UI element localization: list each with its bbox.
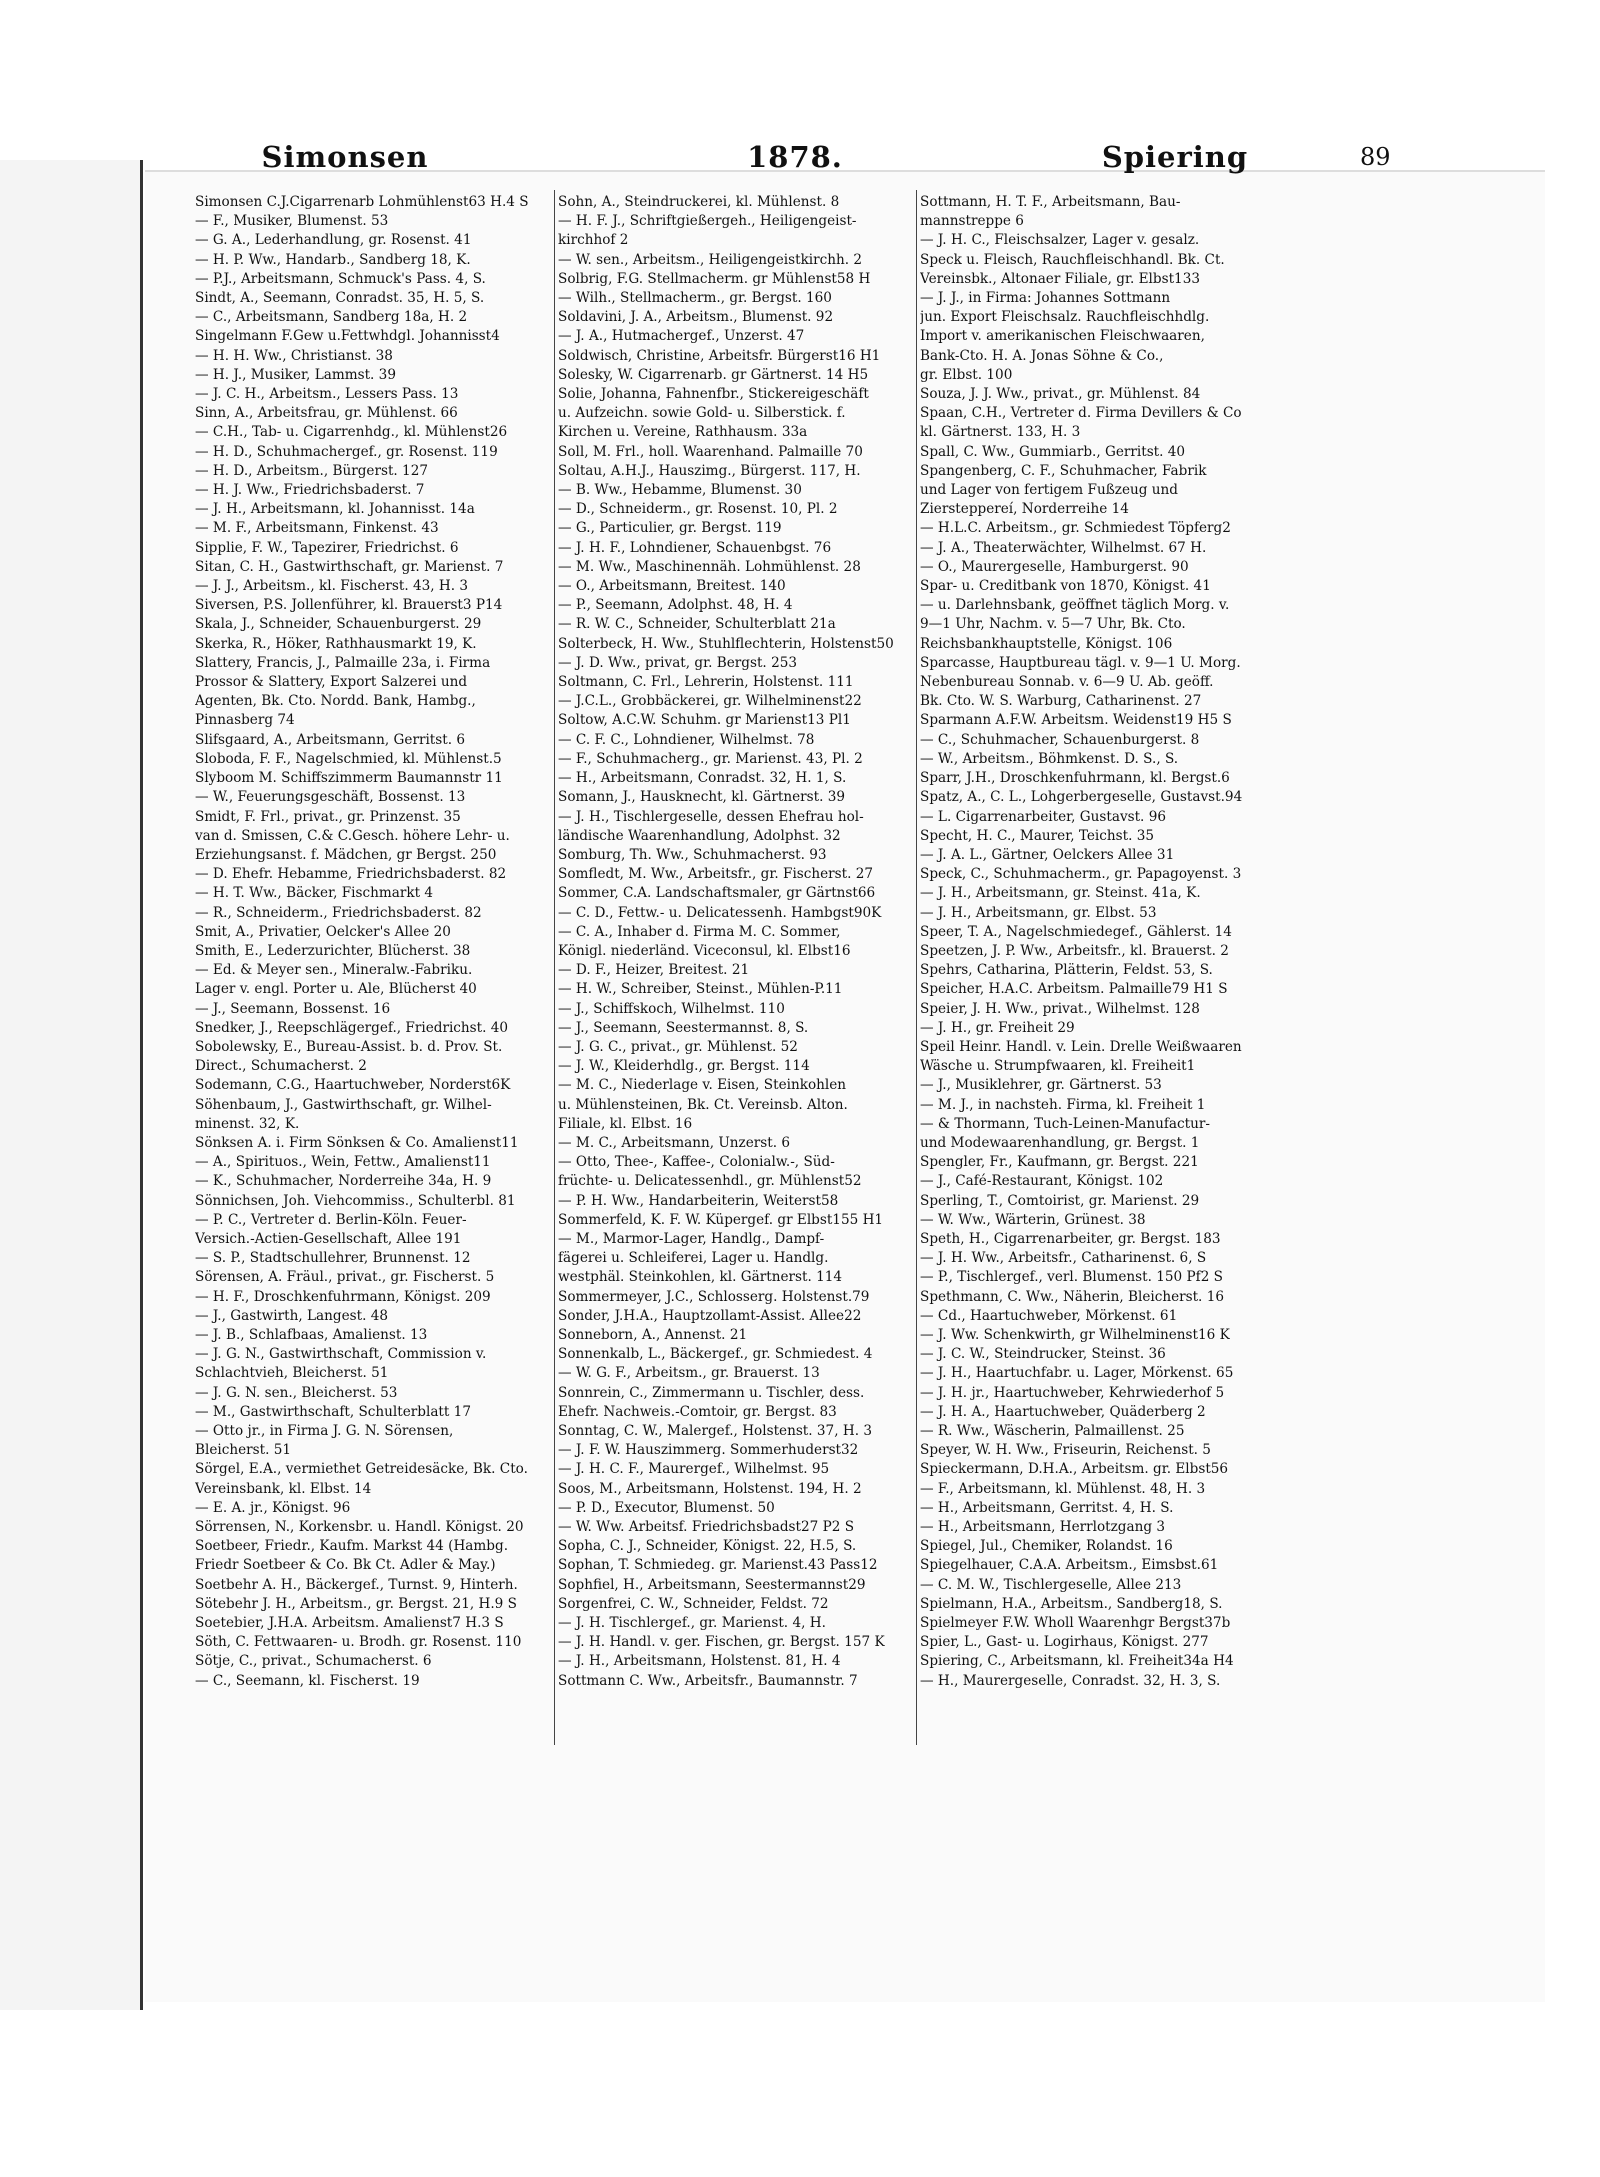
directory-entry: — G. A., Lederhandlung, gr. Rosenst. 41 <box>195 232 472 249</box>
directory-entry: Wäsche u. Strumpfwaaren, kl. Freiheit1 <box>920 1058 1196 1075</box>
directory-entry: — F., Musiker, Blumenst. 53 <box>195 213 389 230</box>
header-year: 1878. <box>747 140 843 174</box>
directory-entry: — Otto, Thee-, Kaffee-, Colonialw.-, Süd- <box>558 1154 835 1171</box>
directory-entry: — M. Ww., Maschinennäh. Lohmühlenst. 28 <box>558 558 861 575</box>
directory-entry: Spielmeyer F.W. Wholl Waarenhgr Bergst37b <box>920 1615 1231 1632</box>
directory-column-3 <box>920 193 1275 1691</box>
directory-entry: Pinnasberg 74 <box>195 712 295 729</box>
directory-entry: — J. H. C., Fleischsalzer, Lager v. gesalz. <box>920 232 1200 249</box>
directory-entry: — S. P., Stadtschullehrer, Brunnenst. 12 <box>195 1250 471 1267</box>
directory-entry: Solesky, W. Cigarrenarb. gr Gärtnerst. 14 H5 <box>558 366 869 383</box>
directory-entry: Sophfiel, H., Arbeitsmann, Seestermannst29 <box>558 1576 866 1593</box>
directory-entry: Soll, M. Frl., holl. Waarenhand. Palmaille 70 <box>558 443 863 460</box>
directory-entry: Sommer, C.A. Landschaftsmaler, gr Gärtnst66 <box>558 885 876 902</box>
directory-entry: — P. C., Vertreter d. Berlin-Köln. Feuer- <box>195 1211 467 1228</box>
directory-entry: Sonntag, C. W., Malergef., Holstenst. 37, H. 3 <box>558 1423 872 1439</box>
column-divider <box>916 190 917 1745</box>
directory-entry: Kirchen u. Vereine, Rathhausm. 33a <box>558 424 808 441</box>
directory-entry: Speicher, H.A.C. Arbeitsm. Palmaille79 H1 S <box>920 981 1228 998</box>
directory-entry: — O., Arbeitsmann, Breitest. 140 <box>558 578 786 595</box>
directory-entry: Spangenberg, C. F., Schuhmacher, Fabrik <box>920 462 1207 479</box>
directory-entry: Sipplie, F. W., Tapezirer, Friedrichst. 6 <box>195 539 459 556</box>
directory-entry: Speetzen, J. P. Ww., Arbeitsfr., kl. Brauerst. 2 <box>920 942 1229 959</box>
directory-entry: — J. A., Theaterwächter, Wilhelmst. 67 H. <box>920 539 1207 556</box>
directory-entry: Sönnichsen, Joh. Viehcommiss., Schulterbl. 81 <box>195 1192 516 1209</box>
directory-entry: Erziehungsanst. f. Mädchen, gr Bergst. 250 <box>195 846 497 863</box>
directory-entry: Sobolewsky, E., Bureau-Assist. b. d. Prov. St. <box>195 1038 503 1055</box>
directory-entry: Lager v. engl. Porter u. Ale, Blücherst 40 <box>195 981 477 998</box>
directory-entry: Speck, C., Schuhmacherm., gr. Papagoyenst. 3 <box>920 866 1242 883</box>
directory-entry: Soldavini, J. A., Arbeitsm., Blumenst. 92 <box>558 309 834 326</box>
directory-entry: Spethmann, C. Ww., Näherin, Bleicherst. 16 <box>920 1288 1224 1305</box>
directory-entry: — C., Seemann, kl. Fischerst. 19 <box>195 1672 420 1689</box>
directory-entry: Sörgel, E.A., vermiethet Getreidesäcke, Bk. Cto. <box>195 1461 528 1478</box>
directory-entry: Soltau, A.H.J., Hauszimg., Bürgerst. 117, H. <box>558 462 861 479</box>
directory-entry: Söth, C. Fettwaaren- u. Brodh. gr. Rosenst. 110 <box>195 1634 522 1651</box>
directory-entry: — J. G. N. sen., Bleicherst. 53 <box>195 1384 398 1401</box>
directory-entry: — D., Schneiderm., gr. Rosenst. 10, Pl. 2 <box>558 501 838 518</box>
directory-entry: Söhenbaum, J., Gastwirthschaft, gr. Wilhel- <box>195 1096 492 1113</box>
directory-entry: — M. C., Arbeitsmann, Unzerst. 6 <box>558 1134 790 1151</box>
directory-entry: Reichsbankhauptstelle, Königst. 106 <box>920 635 1173 652</box>
directory-entry: Soetbeer, Friedr., Kaufm. Markst 44 (Hambg. <box>195 1538 509 1555</box>
directory-entry: — F., Arbeitsmann, kl. Mühlenst. 48, H. 3 <box>920 1480 1206 1497</box>
directory-entry: — J. B., Schlafbaas, Amalienst. 13 <box>195 1326 428 1343</box>
directory-entry: Sörensen, A. Fräul., privat., gr. Fischerst. 5 <box>195 1269 495 1286</box>
directory-entry: — & Thormann, Tuch-Leinen-Manufactur- <box>920 1115 1210 1132</box>
directory-entry: — H. F., Droschkenfuhrmann, Königst. 209 <box>195 1288 491 1305</box>
directory-entry: Spier, L., Gast- u. Logirhaus, Königst. 277 <box>920 1634 1209 1651</box>
directory-entry: Speer, T. A., Nagelschmiedegef., Gählerst. 14 <box>920 923 1232 940</box>
directory-entry: Skerka, R., Höker, Rathhausmarkt 19, K. <box>195 635 477 652</box>
directory-entry: — J. C. W., Steindrucker, Steinst. 36 <box>920 1346 1166 1363</box>
directory-column-1 <box>195 193 550 1691</box>
directory-entry: — L. Cigarrenarbeiter, Gustavst. 96 <box>920 808 1167 825</box>
directory-entry: — C., Arbeitsmann, Sandberg 18a, H. 2 <box>195 309 468 326</box>
directory-entry: früchte- u. Delicatessenhdl., gr. Mühlenst52 <box>558 1173 862 1190</box>
directory-entry: — P. H. Ww., Handarbeiterin, Weiterst58 <box>558 1192 839 1209</box>
directory-entry: — u. Darlehnsbank, geöffnet täglich Morg. v. <box>920 597 1230 614</box>
directory-entry: — R. W. C., Schneider, Schulterblatt 21a <box>558 616 836 633</box>
directory-entry: Sperling, T., Comtoirist, gr. Marienst. 29 <box>920 1192 1200 1209</box>
directory-entry: fägerei u. Schleiferei, Lager u. Handlg. <box>558 1250 829 1267</box>
directory-entry: Ehefr. Nachweis.-Comtoir, gr. Bergst. 83 <box>558 1403 837 1420</box>
directory-entry: Soos, M., Arbeitsmann, Holstenst. 194, H. 2 <box>558 1480 862 1497</box>
directory-entry: Sommerfeld, K. F. W. Küpergef. gr Elbst155 H1 <box>558 1211 884 1228</box>
directory-entry: Sonnenkalb, L., Bäckergef., gr. Schmiedest. 4 <box>558 1346 873 1363</box>
directory-entry: — H. P. Ww., Handarb., Sandberg 18, K. <box>195 251 471 268</box>
directory-entry: Spiegelhauer, C.A.A. Arbeitsm., Eimsbst.61 <box>920 1557 1219 1574</box>
directory-entry: Sonneborn, A., Annenst. 21 <box>558 1326 748 1343</box>
directory-entry: — W. Ww. Arbeitsf. Friedrichsbadst27 P2 S <box>558 1519 855 1536</box>
directory-entry: und Modewaarenhandlung, gr. Bergst. 1 <box>920 1134 1200 1151</box>
directory-entry: — W., Arbeitsm., Böhmkenst. D. S., S. <box>920 750 1179 767</box>
directory-entry: — H. D., Arbeitsm., Bürgerst. 127 <box>195 462 429 479</box>
directory-entry: — W. Ww., Wärterin, Grünest. 38 <box>920 1211 1146 1228</box>
directory-entry: kl. Gärtnerst. 133, H. 3 <box>920 424 1081 441</box>
directory-entry: Sörrensen, N., Korkensbr. u. Handl. Königst. 20 <box>195 1519 524 1536</box>
directory-entry: — J. H., Arbeitsmann, gr. Steinst. 41a, K. <box>920 885 1201 902</box>
directory-entry: Somann, J., Hausknecht, kl. Gärtnerst. 39 <box>558 789 846 806</box>
directory-entry: — J. H., Arbeitsmann, Holstenst. 81, H. 4 <box>558 1653 841 1670</box>
directory-entry: Nebenbureau Sonnab. v. 6—9 U. Ab. geöff. <box>920 674 1214 691</box>
page-number: 89 <box>1360 143 1391 171</box>
directory-entry: — H. F. J., Schriftgießergeh., Heiligengeist- <box>558 213 857 230</box>
directory-entry: — D. F., Heizer, Breitest. 21 <box>558 962 750 979</box>
directory-entry: Slifsgaard, A., Arbeitsmann, Gerritst. 6 <box>195 731 465 748</box>
directory-entry: Spiegel, Jul., Chemiker, Rolandst. 16 <box>920 1538 1173 1555</box>
directory-entry: — Ed. & Meyer sen., Mineralw.-Fabriku. <box>195 962 473 979</box>
directory-entry: — J. H., Tischlergeselle, dessen Ehefrau hol- <box>558 808 864 825</box>
directory-entry: — J. C. H., Arbeitsm., Lessers Pass. 13 <box>195 386 459 403</box>
directory-entry: Sodemann, C.G., Haartuchweber, Norderst6K <box>195 1077 511 1094</box>
directory-entry: Friedr Soetbeer & Co. Bk Ct. Adler & May.) <box>195 1557 496 1574</box>
directory-entry: Spar- u. Creditbank von 1870, Königst. 41 <box>920 578 1211 595</box>
directory-entry: — J. G. C., privat., gr. Mühlenst. 52 <box>558 1038 798 1055</box>
directory-entry: Schlachtvieh, Bleicherst. 51 <box>195 1365 389 1382</box>
directory-entry: Spatz, A., C. L., Lohgerbergeselle, Gustavst.94 <box>920 789 1243 806</box>
directory-entry: Sloboda, F. F., Nagelschmied, kl. Mühlenst.5 <box>195 750 502 767</box>
directory-entry: — C.H., Tab- u. Cigarrenhdg., kl. Mühlenst26 <box>195 424 508 441</box>
directory-entry: Filiale, kl. Elbst. 16 <box>558 1115 693 1132</box>
directory-entry: Sottmann, H. T. F., Arbeitsmann, Bau- <box>920 194 1181 210</box>
directory-entry: Soetbehr A. H., Bäckergef., Turnst. 9, Hinterh. <box>195 1576 518 1593</box>
directory-entry: Spielmann, H.A., Arbeitsm., Sandberg18, S. <box>920 1595 1223 1612</box>
directory-entry: und Lager von fertigem Fußzeug und <box>920 482 1178 499</box>
directory-entry: Sötebehr J. H., Arbeitsm., gr. Bergst. 21, H.9 S <box>195 1595 517 1612</box>
directory-entry: Speyer, W. H. Ww., Friseurin, Reichenst. 5 <box>920 1442 1211 1459</box>
directory-entry: — J. H. A., Haartuchweber, Quäderberg 2 <box>920 1403 1206 1420</box>
directory-entry: — W. sen., Arbeitsm., Heiligengeistkirchh. 2 <box>558 251 863 268</box>
page-header <box>195 140 1395 186</box>
directory-entry: Ziersteppereí, Norderreihe 14 <box>920 501 1129 518</box>
directory-entry: Sopha, C. J., Schneider, Königst. 22, H.5, S. <box>558 1538 857 1555</box>
directory-entry: Direct., Schumacherst. 2 <box>195 1058 367 1075</box>
directory-entry: — D. Ehefr. Hebamme, Friedrichsbaderst. 82 <box>195 866 507 883</box>
directory-entry: — O., Maurergeselle, Hamburgerst. 90 <box>920 558 1189 575</box>
directory-entry: Agenten, Bk. Cto. Nordd. Bank, Hambg., <box>195 693 476 710</box>
directory-entry: — M., Gastwirthschaft, Schulterblatt 17 <box>195 1403 471 1420</box>
directory-entry: — J. A. L., Gärtner, Oelckers Allee 31 <box>920 846 1175 863</box>
adjacent-page-edge <box>0 160 143 2010</box>
directory-entry: Bank-Cto. H. A. Jonas Söhne & Co., <box>920 347 1164 364</box>
directory-entry: Spall, C. Ww., Gummiarb., Gerritst. 40 <box>920 443 1186 460</box>
directory-entry: — J. G. N., Gastwirthschaft, Commission v. <box>195 1346 487 1363</box>
directory-entry: — J., Gastwirth, Langest. 48 <box>195 1307 389 1324</box>
directory-entry: Prossor & Slattery, Export Salzerei und <box>195 674 468 691</box>
directory-entry: Sommermeyer, J.C., Schlosserg. Holstenst.79 <box>558 1288 870 1305</box>
directory-entry: Siversen, P.S. Jollenführer, kl. Brauerst3 P14 <box>195 597 503 614</box>
directory-entry: Vereinsbank, kl. Elbst. 14 <box>195 1480 372 1497</box>
directory-entry: — P. D., Executor, Blumenst. 50 <box>558 1499 775 1516</box>
directory-entry: Sönksen A. i. Firm Sönksen & Co. Amalienst11 <box>195 1134 519 1151</box>
directory-entry: Slattery, Francis, J., Palmaille 23a, i. Firma <box>195 654 491 671</box>
directory-entry: — B. Ww., Hebamme, Blumenst. 30 <box>558 482 802 499</box>
directory-entry: — R. Ww., Wäscherin, Palmaillenst. 25 <box>920 1423 1185 1439</box>
directory-entry: Spaan, C.H., Vertreter d. Firma Devillers & Co <box>920 405 1242 422</box>
directory-entry: — H. H. Ww., Christianst. 38 <box>195 347 393 364</box>
directory-entry: — Cd., Haartuchweber, Mörkenst. 61 <box>920 1307 1178 1324</box>
directory-entry: Souza, J. J. Ww., privat., gr. Mühlenst. 84 <box>920 386 1201 403</box>
directory-entry: — Otto jr., in Firma J. G. N. Sörensen, <box>195 1423 454 1439</box>
directory-entry: westphäl. Steinkohlen, kl. Gärtnerst. 114 <box>558 1269 843 1286</box>
directory-entry: — C. A., Inhaber d. Firma M. C. Sommer, <box>558 923 841 940</box>
directory-entry: — J. H. Handl. v. ger. Fischen, gr. Bergst. 157 K <box>558 1634 885 1651</box>
directory-entry: — J.C.L., Grobbäckerei, gr. Wilhelminenst22 <box>558 693 862 710</box>
directory-entry: — W. G. F., Arbeitsm., gr. Brauerst. 13 <box>558 1365 820 1382</box>
directory-entry: Bk. Cto. W. S. Warburg, Catharinenst. 27 <box>920 693 1202 710</box>
directory-entry: — J. J., Arbeitsm., kl. Fischerst. 43, H. 3 <box>195 578 469 595</box>
directory-entry: Soetebier, J.H.A. Arbeitsm. Amalienst7 H.3 S <box>195 1615 504 1632</box>
directory-entry: Königl. niederländ. Viceconsul, kl. Elbst16 <box>558 942 851 959</box>
directory-entry: ländische Waarenhandlung, Adolphst. 32 <box>558 827 841 844</box>
directory-column-2 <box>558 193 913 1691</box>
directory-entry: — J. A., Hutmachergef., Unzerst. 47 <box>558 328 805 345</box>
directory-entry: — W., Feuerungsgeschäft, Bossenst. 13 <box>195 789 466 806</box>
directory-entry: Spehrs, Catharina, Plätterin, Feldst. 53, S. <box>920 962 1213 979</box>
directory-entry: — M. F., Arbeitsmann, Finkenst. 43 <box>195 520 439 537</box>
directory-entry: — E. A. jr., Königst. 96 <box>195 1499 351 1516</box>
directory-entry: — J., Musiklehrer, gr. Gärtnerst. 53 <box>920 1077 1162 1094</box>
directory-entry: — P., Seemann, Adolphst. 48, H. 4 <box>558 597 793 614</box>
directory-entry: — J. H., Arbeitsmann, kl. Johannisst. 14a <box>195 501 475 518</box>
directory-entry: Somfledt, M. Ww., Arbeitsfr., gr. Fischerst. 27 <box>558 866 874 883</box>
directory-entry: jun. Export Fleischsalz. Rauchfleischhdlg. <box>920 309 1210 326</box>
directory-entry: Sparr, J.H., Droschkenfuhrmann, kl. Bergst.6 <box>920 770 1230 787</box>
directory-entry: Soltmann, C. Frl., Lehrerin, Holstenst. 111 <box>558 674 854 691</box>
directory-entry: Smit, A., Privatier, Oelcker's Allee 20 <box>195 923 451 940</box>
directory-entry: — A., Spirituos., Wein, Fettw., Amalienst11 <box>195 1154 491 1171</box>
directory-entry: — H. T. Ww., Bäcker, Fischmarkt 4 <box>195 885 434 902</box>
header-right-keyword: Spiering <box>1101 140 1249 174</box>
directory-entry: — J. F. W. Hauszimmerg. Sommerhuderst32 <box>558 1442 859 1459</box>
directory-entry: Import v. amerikanischen Fleischwaaren, <box>920 328 1205 345</box>
directory-entry: Soldwisch, Christine, Arbeitsfr. Bürgerst16 H1 <box>558 347 881 364</box>
directory-entry: Spieckermann, D.H.A., Arbeitsm. gr. Elbst56 <box>920 1461 1229 1478</box>
directory-entry: Sottmann C. Ww., Arbeitsfr., Baumannstr. 7 <box>558 1672 858 1689</box>
directory-entry: Sorgenfrei, C. W., Schneider, Feldst. 72 <box>558 1595 829 1612</box>
directory-entry: — J. D. Ww., privat, gr. Bergst. 253 <box>558 654 798 671</box>
directory-entry: Solie, Johanna, Fahnenfbr., Stickereigeschäft <box>558 386 869 403</box>
directory-entry: Sonnrein, C., Zimmermann u. Tischler, dess. <box>558 1384 865 1401</box>
directory-entry: — H., Arbeitsmann, Gerritst. 4, H. S. <box>920 1499 1174 1516</box>
directory-entry: van d. Smissen, C.& C.Gesch. höhere Lehr- u. <box>195 827 510 844</box>
directory-entry: gr. Elbst. 100 <box>920 366 1013 383</box>
directory-entry: Slyboom M. Schiffszimmerm Baumannstr 11 <box>195 770 503 787</box>
directory-entry: Vereinsbk., Altonaer Filiale, gr. Elbst133 <box>920 270 1200 287</box>
directory-entry: — J. H. F., Lohndiener, Schauenbgst. 76 <box>558 539 832 556</box>
directory-entry: Soltow, A.C.W. Schuhm. gr Marienst13 Pl1 <box>558 712 851 729</box>
directory-entry: Sinn, A., Arbeitsfrau, gr. Mühlenst. 66 <box>195 405 458 422</box>
directory-entry: — K., Schuhmacher, Norderreihe 34a, H. 9 <box>195 1173 492 1190</box>
directory-entry: — G., Particulier, gr. Bergst. 119 <box>558 520 782 537</box>
directory-entry: Speck u. Fleisch, Rauchfleischhandl. Bk. Ct. <box>920 251 1225 268</box>
directory-entry: — H., Arbeitsmann, Herrlotzgang 3 <box>920 1519 1166 1536</box>
directory-entry: Snedker, J., Reepschlägergef., Friedrichst. 40 <box>195 1019 509 1036</box>
directory-entry: Smith, E., Lederzurichter, Blücherst. 38 <box>195 942 471 959</box>
directory-entry: Sparcasse, Hauptbureau tägl. v. 9—1 U. Morg. <box>920 654 1241 671</box>
directory-entry: Singelmann F.Gew u.Fettwhdgl. Johannisst4 <box>195 328 500 345</box>
directory-entry: — J. H. C. F., Maurergef., Wilhelmst. 95 <box>558 1461 830 1478</box>
directory-entry: Speth, H., Cigarrenarbeiter, gr. Bergst. 183 <box>920 1230 1221 1247</box>
column-divider <box>554 190 555 1745</box>
directory-entry: — H. J., Musiker, Lammst. 39 <box>195 366 396 383</box>
directory-entry: — H. J. Ww., Friedrichsbaderst. 7 <box>195 482 425 499</box>
directory-entry: mannstreppe 6 <box>920 213 1024 230</box>
directory-entry: — Wilh., Stellmacherm., gr. Bergst. 160 <box>558 290 832 307</box>
directory-entry: — R., Schneiderm., Friedrichsbaderst. 82 <box>195 904 482 921</box>
directory-entry: — F., Schuhmacherg., gr. Marienst. 43, Pl. 2 <box>558 750 863 767</box>
directory-entry: — J. H., gr. Freiheit 29 <box>920 1019 1075 1036</box>
directory-entry: Solterbeck, H. Ww., Stuhlflechterin, Holstenst50 <box>558 635 894 652</box>
directory-entry: Sohn, A., Steindruckerei, kl. Mühlenst. 8 <box>558 194 840 210</box>
directory-entry: kirchhof 2 <box>558 232 629 249</box>
directory-entry: Spengler, Fr., Kaufmann, gr. Bergst. 221 <box>920 1154 1199 1171</box>
directory-entry: — J. J., in Firma: Johannes Sottmann <box>920 290 1171 307</box>
directory-entry: Smidt, F. Frl., privat., gr. Prinzenst. 35 <box>195 808 461 825</box>
directory-entry: — J. Ww. Schenkwirth, gr Wilhelminenst16 K <box>920 1326 1230 1343</box>
directory-entry: — J. H. Ww., Arbeitsfr., Catharinenst. 6, S <box>920 1250 1207 1267</box>
directory-entry: — C., Schuhmacher, Schauenburgerst. 8 <box>920 731 1200 748</box>
directory-entry: Sparmann A.F.W. Arbeitsm. Weidenst19 H5 S <box>920 712 1232 729</box>
directory-entry: Sindt, A., Seemann, Conradst. 35, H. 5, S. <box>195 290 485 307</box>
directory-entry: minenst. 32, K. <box>195 1115 300 1132</box>
directory-entry: Versich.-Actien-Gesellschaft, Allee 191 <box>195 1230 462 1247</box>
directory-entry: — J. H., Haartuchfabr. u. Lager, Mörkenst. 65 <box>920 1365 1234 1382</box>
directory-entry: — J., Seemann, Bossenst. 16 <box>195 1000 391 1017</box>
directory-entry: Speier, J. H. Ww., privat., Wilhelmst. 128 <box>920 1000 1200 1017</box>
directory-entry: Specht, H. C., Maurer, Teichst. 35 <box>920 827 1155 844</box>
directory-entry: Simonsen C.J.Cigarrenarb Lohmühlenst63 H.4 S <box>195 194 529 210</box>
directory-entry: — H.L.C. Arbeitsm., gr. Schmiedest Töpferg2 <box>920 520 1231 537</box>
directory-entry: u. Mühlensteinen, Bk. Ct. Vereinsb. Alton. <box>558 1096 848 1113</box>
directory-entry: Sonder, J.H.A., Hauptzollamt-Assist. Allee22 <box>558 1307 862 1324</box>
directory-entry: — J., Seemann, Seestermannst. 8, S. <box>558 1019 809 1036</box>
directory-entry: — J. H., Arbeitsmann, gr. Elbst. 53 <box>920 904 1157 921</box>
directory-entry: 9—1 Uhr, Nachm. v. 5—7 Uhr, Bk. Cto. <box>920 616 1186 633</box>
directory-entry: Sitan, C. H., Gastwirthschaft, gr. Marienst. 7 <box>195 558 504 575</box>
directory-entry: — H., Arbeitsmann, Conradst. 32, H. 1, S. <box>558 770 847 787</box>
directory-entry: — H. D., Schuhmachergef., gr. Rosenst. 119 <box>195 443 498 460</box>
header-left-keyword: Simonsen <box>261 140 429 174</box>
directory-entry: — J. H. Tischlergef., gr. Marienst. 4, H. <box>558 1615 826 1632</box>
directory-entry: — H., Maurergeselle, Conradst. 32, H. 3, S. <box>920 1672 1221 1689</box>
directory-entry: — M. J., in nachsteh. Firma, kl. Freiheit 1 <box>920 1096 1206 1113</box>
directory-entry: — J., Schiffskoch, Wilhelmst. 110 <box>558 1000 785 1017</box>
directory-entry: — H. W., Schreiber, Steinst., Mühlen-P.11 <box>558 981 843 998</box>
directory-entry: Solbrig, F.G. Stellmacherm. gr Mühlenst58 H <box>558 270 871 287</box>
directory-entry: — C. D., Fettw.- u. Delicatessenh. Hambgst90K <box>558 904 882 921</box>
directory-entry: Skala, J., Schneider, Schauenburgerst. 29 <box>195 616 482 633</box>
directory-entry: Spiering, C., Arbeitsmann, kl. Freiheit34a H4 <box>920 1653 1234 1670</box>
directory-entry: Sötje, C., privat., Schumacherst. 6 <box>195 1653 432 1670</box>
directory-entry: — M. C., Niederlage v. Eisen, Steinkohlen <box>558 1077 847 1094</box>
directory-entry: u. Aufzeichn. sowie Gold- u. Silberstick. f. <box>558 405 846 422</box>
directory-entry: Bleicherst. 51 <box>195 1442 292 1459</box>
directory-entry: — J., Café-Restaurant, Königst. 102 <box>920 1173 1164 1190</box>
directory-entry: Somburg, Th. Ww., Schuhmacherst. 93 <box>558 846 827 863</box>
directory-entry: — C. F. C., Lohndiener, Wilhelmst. 78 <box>558 731 815 748</box>
directory-entry: — P.J., Arbeitsmann, Schmuck's Pass. 4, S. <box>195 270 486 287</box>
directory-entry: Speil Heinr. Handl. v. Lein. Drelle Weißwaaren <box>920 1038 1242 1055</box>
directory-entry: — M., Marmor-Lager, Handlg., Dampf- <box>558 1230 825 1247</box>
directory-entry: — J. H. jr., Haartuchweber, Kehrwiederhof 5 <box>920 1384 1225 1401</box>
directory-entry: — J. W., Kleiderhdlg., gr. Bergst. 114 <box>558 1058 810 1075</box>
directory-entry: Sophan, T. Schmiedeg. gr. Marienst.43 Pass12 <box>558 1557 878 1574</box>
directory-entry: — P., Tischlergef., verl. Blumenst. 150 Pf2 S <box>920 1269 1223 1286</box>
directory-entry: — C. M. W., Tischlergeselle, Allee 213 <box>920 1576 1182 1593</box>
